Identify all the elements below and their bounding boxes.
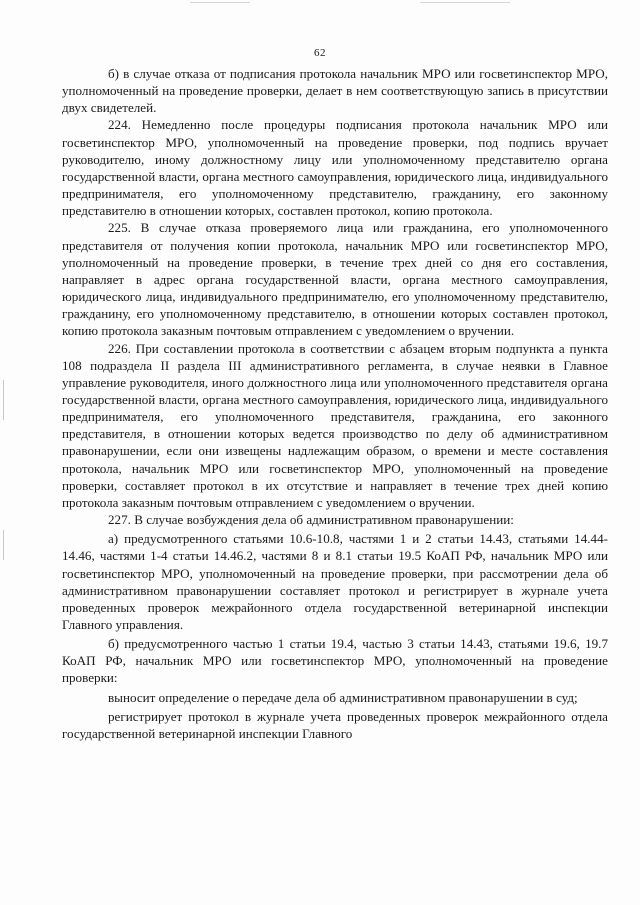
paragraph-225: 225. В случае отказа проверяемого лица или гражданина, его уполномоченного представителя от получения копии протокола, начальник МРО или госветинспектор МРО, уполномоченный на проведение проверки, в течение трех дней со дня его составления, направляет в адрес органа государственной власти, органа местного самоуправления, юридического лица, индивидуального предпринимателю, его уполномоченному представителю, гражданину, его уполномоченному представителю, в отношении которых составлен протокол, копию протокола заказным почтовым отправлением с уведомлением о вручении.	[62, 220, 608, 339]
scan-artifact	[190, 2, 250, 3]
document-body	[62, 65, 608, 742]
page-number: 62	[314, 47, 326, 59]
paragraph-223b: б) в случае отказа от подписания протокола начальник МРО или госветинспектор МРО, уполномоченный на проведение проверки, делает в нем соответствующую запись в присутствии двух свидетелей.	[62, 66, 608, 116]
scan-edge-mark	[3, 380, 4, 420]
paragraph-227: 227. В случае возбуждения дела об административном правонарушении:	[108, 512, 514, 528]
paragraph-226: 226. При составлении протокола в соответствии с абзацем вторым подпункта а пункта 108 подраздела II раздела III административного регламента, в случае неявки в Главное управление руководителя, иного должностного лица или уполномоченного представителя органа государственной власти, органа местного самоуправления, юридического лица, индивидуального предпринимателя, его уполномоченного представителя, гражданина, его законного представителя, в отношении которых ведется производство по делу об административном правонарушении, если они извещены надлежащим образом, о времени и месте составления протокола, начальник МРО или госветинспектор МРО, уполномоченный на проведение проверки, составляет протокол в их отсутствие и направляет в течение трех дней копию протокола заказным почтовым отправлением с уведомлением о вручении.	[62, 340, 608, 510]
paragraph-227b: б) предусмотренного частью 1 статьи 19.4, частью 3 статьи 14.43, статьями 19.6, 19.7 КоАП РФ, начальник МРО или госветинспектор МРО, уполномоченный на проведение проверки:	[62, 636, 608, 686]
paragraph-227b-1: выносит определение о передаче дела об административном правонарушении в суд;	[108, 689, 578, 705]
scan-artifact	[420, 2, 510, 3]
paragraph-224: 224. Немедленно после процедуры подписания протокола начальник МРО или госветинспектор МРО, уполномоченный на проведение проверки, под подпись вручает руководителю, иному должностному лицу или уполномоченному представителю органа государственной власти, органа местного самоуправления, юридического лица, индивидуального предпринимателя, его уполномоченному представителю, гражданину, его законному представителю в отношении которых, составлен протокол, копию протокола.	[62, 117, 608, 219]
scan-edge-mark	[3, 530, 4, 560]
paragraph-227a: а) предусмотренного статьями 10.6-10.8, частями 1 и 2 статьи 14.43, статьями 14.44-14.46, частями 1-4 статьи 14.46.2, частями 8 и 8.1 статьи 19.5 КоАП РФ, начальник МРО или госветинспектор МРО, уполномоченный на проведение проверки, при рассмотрении дела об административном правонарушении составляет протокол и регистрирует в журнале учета проведенных проверок межрайонного отдела государственной ветеринарной инспекции Главного управления.	[62, 531, 608, 632]
paragraph-227b-2: регистрирует протокол в журнале учета проведенных проверок межрайонного отдела государственной ветеринарной инспекции Главного	[62, 708, 608, 741]
